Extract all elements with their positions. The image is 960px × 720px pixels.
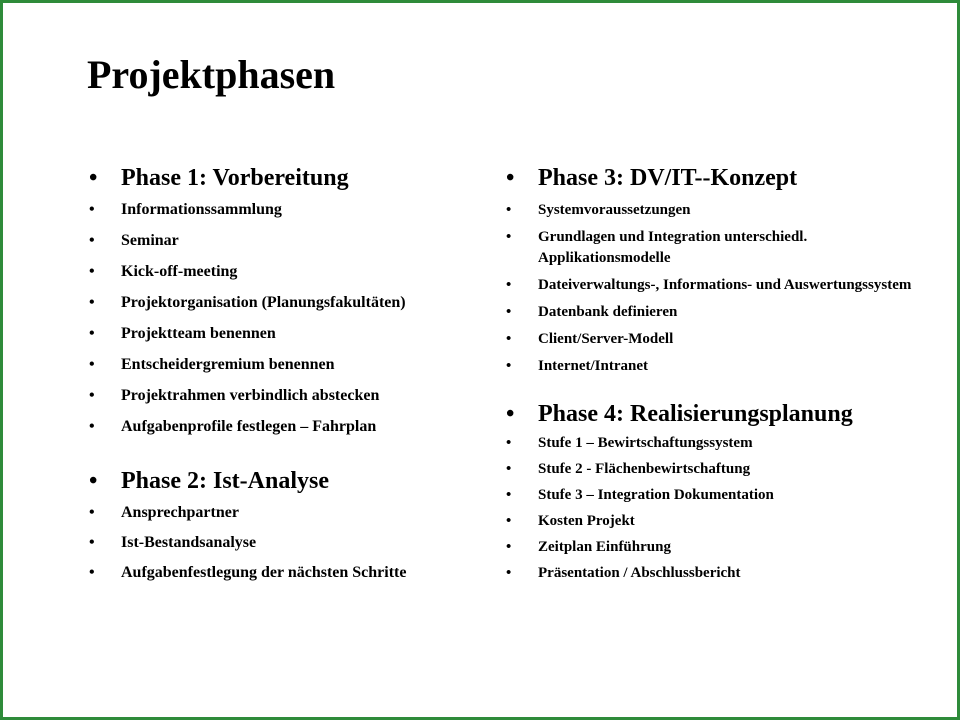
phase-2-heading: • Phase 2: Ist-Analyse — [89, 466, 489, 496]
phase-2-section — [89, 466, 489, 584]
list-item: • Dateiverwaltungs-, Informations- und Auswertungssystem — [506, 275, 926, 296]
phase-1-heading: • Phase 1: Vorbereitung — [89, 163, 489, 193]
list-item: • Systemvoraussetzungen — [506, 200, 926, 221]
right-column — [506, 163, 926, 589]
list-item: • Seminar — [89, 230, 489, 252]
list-item: • Projektrahmen verbindlich abstecken — [89, 385, 489, 407]
phase-2-list — [89, 502, 489, 584]
left-column — [89, 163, 489, 592]
phase-4-heading: • Phase 4: Realisierungsplanung — [506, 399, 926, 429]
slide-title: Projektphasen — [87, 52, 336, 97]
list-item: • Datenbank definieren — [506, 302, 926, 323]
list-item: • Präsentation / Abschlussbericht — [506, 563, 926, 584]
phase-3-list — [506, 200, 926, 377]
list-item: • Informationssammlung — [89, 199, 489, 221]
list-item: • Stufe 3 – Integration Dokumentation — [506, 485, 926, 506]
list-item: • Zeitplan Einführung — [506, 537, 926, 558]
list-item: • Kosten Projekt — [506, 511, 926, 532]
list-item: • Aufgabenprofile festlegen – Fahrplan — [89, 416, 489, 438]
phase-4-section — [506, 399, 926, 584]
phase-1-list — [89, 199, 489, 438]
list-item: • Projektorganisation (Planungsfakultäten) — [89, 292, 489, 314]
list-item: • Projektteam benennen — [89, 323, 489, 345]
list-item: • Grundlagen und Integration unterschiedl. Applikationsmodelle — [506, 227, 926, 269]
phase-3-section — [506, 163, 926, 377]
list-item: • Internet/Intranet — [506, 356, 926, 377]
list-item: • Ansprechpartner — [89, 502, 489, 524]
phase-1-section — [89, 163, 489, 438]
list-item: • Stufe 2 - Flächenbewirtschaftung — [506, 459, 926, 480]
phase-4-list — [506, 433, 926, 584]
list-item: • Entscheidergremium benennen — [89, 354, 489, 376]
list-item: • Kick-off-meeting — [89, 261, 489, 283]
list-item: • Aufgabenfestlegung der nächsten Schritte — [89, 562, 489, 584]
list-item: • Stufe 1 – Bewirtschaftungssystem — [506, 433, 926, 454]
list-item: • Ist-Bestandsanalyse — [89, 532, 489, 554]
phase-3-heading: • Phase 3: DV/IT--Konzept — [506, 163, 926, 193]
list-item: • Client/Server-Modell — [506, 329, 926, 350]
